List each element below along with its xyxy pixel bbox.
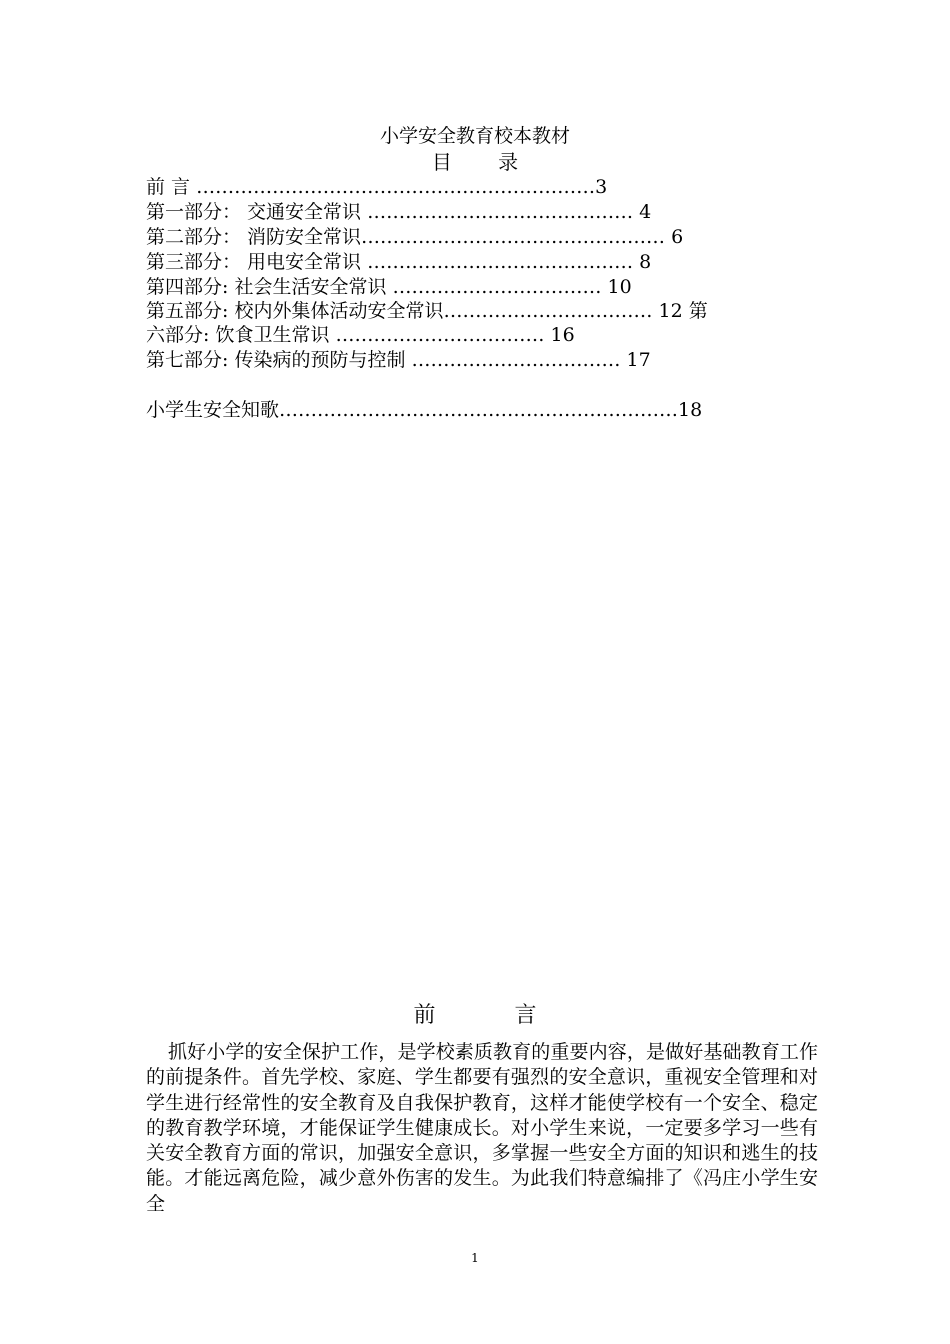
toc-entry: 第一部分： 交通安全常识 …………………………………… 4 bbox=[146, 201, 652, 223]
toc-heading: 目 录 bbox=[431, 150, 539, 174]
toc-entry: 第七部分: 传染病的预防与控制 …………………………… 17 bbox=[146, 349, 651, 371]
toc-entry: 第三部分： 用电安全常识 …………………………………… 8 bbox=[146, 251, 652, 273]
preface-paragraph: 抓好小学的安全保护工作，是学校素质教育的重要内容，是做好基础教育工作的前提条件。首先学校、家庭、学生都要有强烈的安全意识，重视安全管理和对学生进行经常性的安全教育及自我保护教育，这样才能使学校有一个安全、稳定的教育教学环境，才能保证学生健康成长。对小学生来说，一定要多学习一些有关安全教育方面的常识，加强安全意识，多掌握一些安全方面的知识和逃生的技能。才能远离危险，减少意外伤害的发生。为此我们特意编排了《冯庄小学生安全 bbox=[146, 1041, 818, 1215]
toc-entry: 第二部分： 消防安全常识………………………………………… 6 bbox=[146, 226, 684, 248]
toc-entry: 第五部分: 校内外集体活动安全常识…………………………… 12 第 bbox=[146, 300, 708, 322]
toc-entry: 六部分: 饮食卫生常识 …………………………… 16 bbox=[146, 324, 575, 346]
page-number: 1 bbox=[471, 1251, 479, 1265]
toc-entry: 小学生安全知歌………………………………………………………18 bbox=[146, 399, 703, 421]
preface-heading: 前 言 bbox=[413, 1003, 573, 1028]
document-title: 小学安全教育校本教材 bbox=[379, 125, 570, 147]
toc-entry: 第四部分: 社会生活安全常识 …………………………… 10 bbox=[146, 276, 632, 298]
toc-entry: 前 言 ………………………………………………………3 bbox=[146, 176, 608, 198]
